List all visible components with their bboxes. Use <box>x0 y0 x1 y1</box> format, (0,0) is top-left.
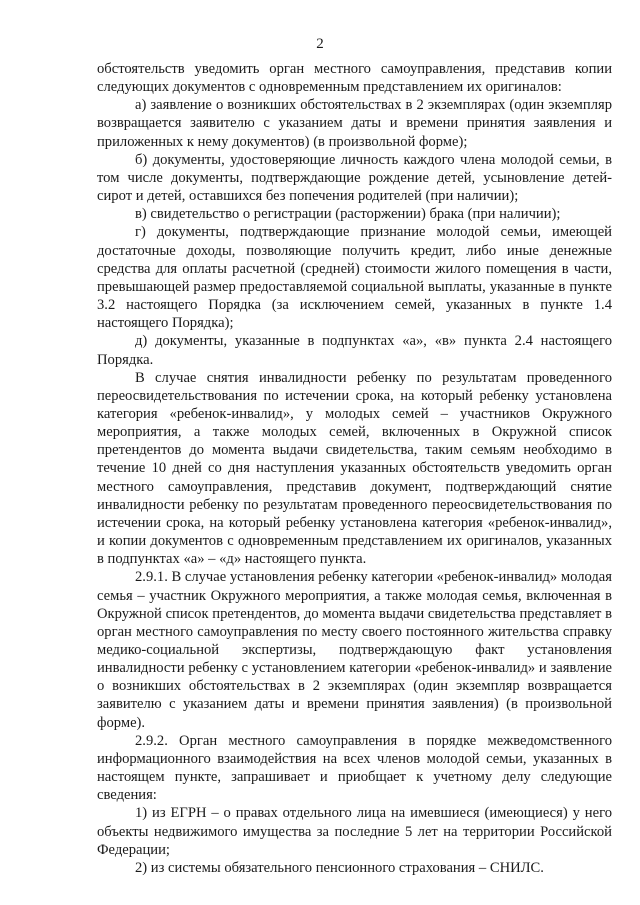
document-body <box>97 60 612 877</box>
paragraph-disability-removal: В случае снятия инвалидности ребенку по результатам проведенного переосвидетельствования по истечении срока, на который ребенку установлена категория «ребенок-инвалид», у молодых семей – участников Окружного мероприятия, а также молодых семей, включенных в Окружной список претендентов до момента выдачи свидетельства, таким семьям необходимо в течение 10 дней со дня наступления указанных обстоятельств уведомить орган местного самоуправления, представив документ, подтверждающий снятие инвалидности ребенку по результатам проведенного переосвидетельствования по истечении срока, на который ребенку установлена категория «ребенок-инвалид», и копии документов с одновременным представлением их оригиналов, указанных в подпунктах «а» – «д» настоящего пункта. <box>97 369 612 568</box>
paragraph-2-9-1: 2.9.1. В случае установления ребенку категории «ребенок-инвалид» молодая семья – участник Окружного мероприятия, а также молодая семья, включенная в Окружной список претендентов, до момента выдачи свидетельства представляет в орган местного самоуправления по месту своего постоянного жительства справку медико-социальной экспертизы, подтверждающую факт установления инвалидности ребенку с установлением категории «ребенок-инвалид» и заявление о возникших обстоятельствах в 2 экземплярах (один экземпляр возвращается заявителю с указанием даты и времени принятия заявления) (в произвольной форме). <box>97 569 612 731</box>
paragraph-item-d: д) документы, указанные в подпунктах «а», «в» пункта 2.4 настоящего Порядка. <box>97 333 612 368</box>
paragraph-2-9-2: 2.9.2. Орган местного самоуправления в порядке межведомственного информационного взаимодействия на всех членов молодой семьи, указанных в настоящем пункте, запрашивает и приобщает к учетному делу следующие сведения: <box>97 732 612 804</box>
page-number: 2 <box>316 36 324 52</box>
paragraph-item-g: г) документы, подтверждающие признание молодой семьи, имеющей достаточные доходы, позволяющие получить кредит, либо иные денежные средства для оплаты расчетной (средней) стоимости жилого помещения в части, превышающей размер предоставляемой социальной выплаты, указанные в пункте 3.2 настоящего Порядка (за исключением семей, указанных в пункте 1.4 настоящего Порядка); <box>97 224 612 332</box>
paragraph-continuation: обстоятельств уведомить орган местного самоуправления, представив копии следующих документов с одновременным представлением их оригиналов: <box>97 61 612 96</box>
paragraph-list-2: 2) из системы обязательного пенсионного страхования – СНИЛС. <box>135 859 544 876</box>
paragraph-item-b: б) документы, удостоверяющие личность каждого члена молодой семьи, в том числе документы, подтверждающие рождение детей, усыновление детей-сирот и детей, оставшихся без попечения родителей (при наличии); <box>97 151 612 205</box>
paragraph-item-v: в) свидетельство о регистрации (расторжении) брака (при наличии); <box>135 206 561 223</box>
paragraph-item-a: а) заявление о возникших обстоятельствах в 2 экземплярах (один экземпляр возвращается заявителю с указанием даты и времени принятия заявления и приложенных к нему документов) (в произвольной форме); <box>97 97 612 150</box>
paragraph-list-1: 1) из ЕГРН – о правах отдельного лица на имевшиеся (имеющиеся) у него объекты недвижимого имущества за последние 5 лет на территории Российской Федерации; <box>97 805 612 858</box>
